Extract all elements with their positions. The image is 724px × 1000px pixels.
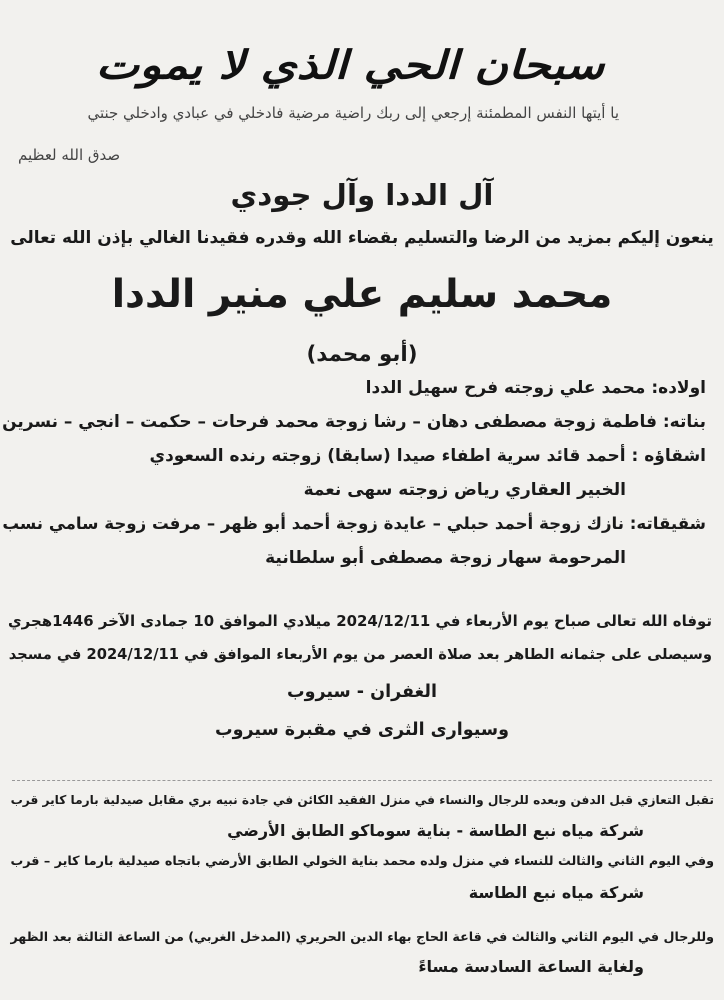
death-notice-line-1: توفاه الله تعالى صباح يوم الأربعاء في 2024/12/11 ميلادي الموافق 10 جمادى الآخر 1446هجري	[7, 612, 712, 630]
verse-closing: صدق الله لعظيم	[18, 146, 121, 164]
deceased-kunya: (أبو محمد)	[306, 342, 418, 367]
daughters-line: بناته: فاطمة زوجة مصطفى دهان – رشا زوجة محمد فرحات – حكمت – انجي – نسرين	[2, 412, 706, 432]
sisters-line-1: شقيقاته: نازك زوجة أحمد حبلي – عايدة زوجة أحمد أبو ظهر – مرفت زوجة سامي نسب	[2, 514, 706, 533]
sons-line: اولاده: محمد علي زوجته فرح سهيل الددا	[365, 378, 706, 398]
death-notice-line-2: وسيصلى على جثمانه الطاهر بعد صلاة العصر من يوم الأربعاء الموافق في 2024/12/11 في مسجد	[8, 646, 712, 663]
death-notice-line-3: الغفران - سيروب	[286, 682, 437, 702]
condolence-3-line-2: ولغاية الساعة السادسة مساءً	[418, 957, 644, 976]
brothers-line-2: الخبير العقاري رياض زوجته سهى نعمة	[303, 480, 626, 500]
condolence-3-line-1: وللرجال في اليوم الثاني والثالث في قاعة الحاج بهاء الدين الحريري (المدخل الغربي) من الساعة الثالثة بعد الظهر	[10, 929, 714, 944]
section-divider	[12, 780, 712, 781]
death-notice-line-4: وسيوارى الثرى في مقبرة سيروب	[215, 720, 509, 740]
calligraphy-heading: سبحان الحي الذي لا يموت	[95, 42, 605, 88]
quran-verse: يا أيتها النفس المطمئنة إرجعي إلى ربك راضية مرضية فادخلي في عبادي وادخلي جنتي	[87, 104, 619, 122]
brothers-line-1: اشقاؤه : أحمد قائد سرية اطفاء صيدا (سابقا) زوجته رنده السعودي	[149, 446, 706, 466]
deceased-name: محمد سليم علي منير الددا	[111, 272, 613, 317]
condolence-1-line-2: شركة مياه نبع الطاسة - بناية سوماكو الطابق الأرضي	[227, 821, 644, 840]
condolence-2-line-1: وفي اليوم الثاني والثالث للنساء في منزل ولده محمد بناية الخولي الطابق الأرضي باتجاه صيدلية بارما كاير – قرب	[10, 853, 714, 868]
families-title: آل الددا وآل جودي	[230, 178, 494, 212]
condolence-1-line-1: تقبل التعازي قبل الدفن وبعده للرجال والنساء في منزل الفقيد الكائن في جادة نبيه بري مقابل صيدلية بارما كاير قرب	[10, 793, 714, 807]
intro-text: ينعون إليكم بمزيد من الرضا والتسليم بقضاء الله وقدره فقيدنا الغالي بإذن الله تعالى	[10, 228, 714, 248]
sisters-line-2: المرحومة سهار زوجة مصطفى أبو سلطانية	[265, 548, 626, 568]
condolence-2-line-2: شركة مياه نبع الطاسة	[468, 883, 644, 902]
